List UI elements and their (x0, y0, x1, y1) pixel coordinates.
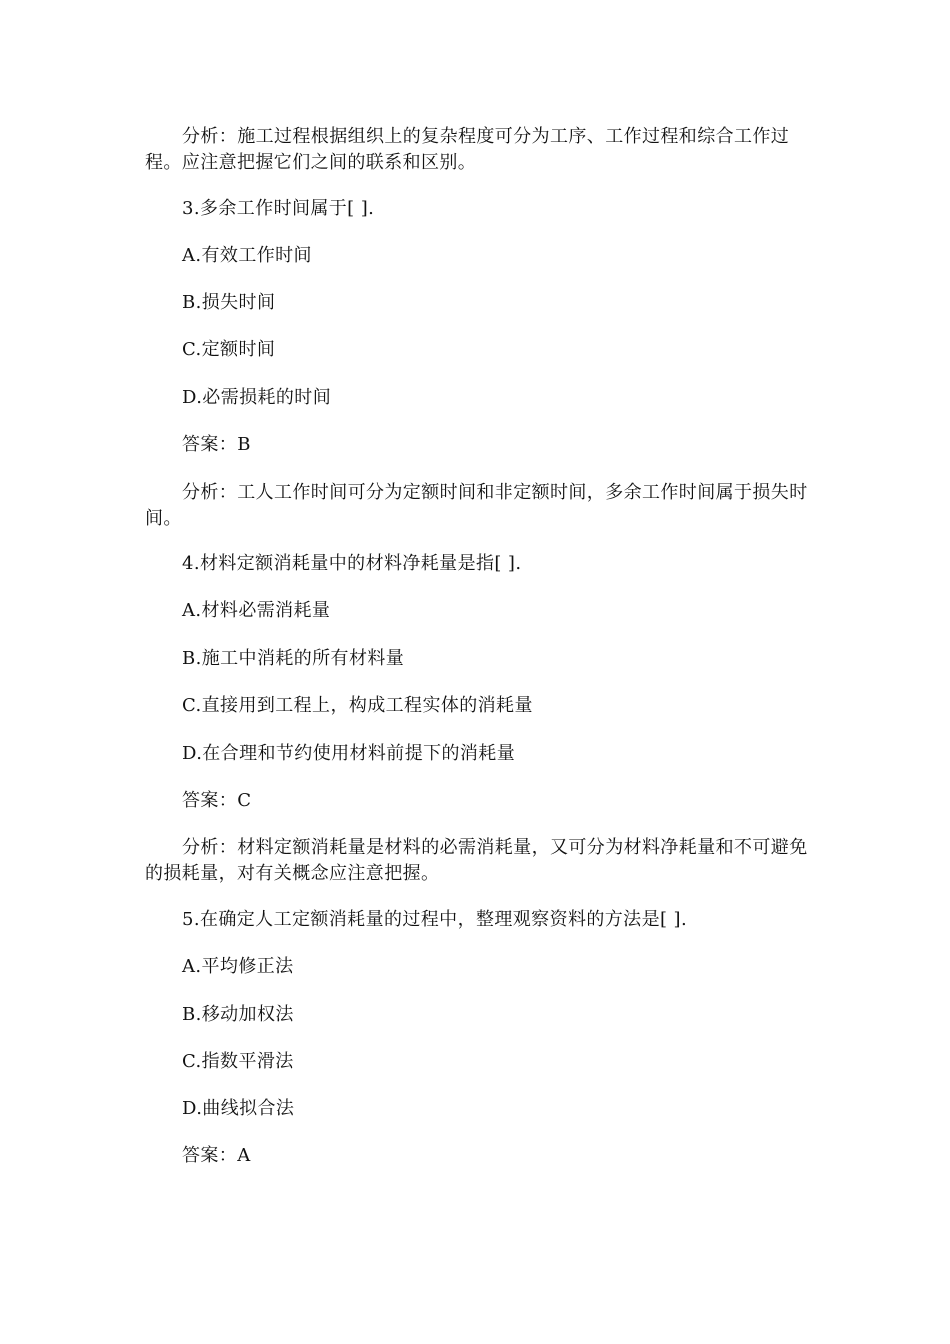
question-3-option-a: A.有效工作时间 (182, 245, 312, 266)
question-5-option-c: C.指数平滑法 (182, 1051, 294, 1072)
question-5-answer: 答案：A (182, 1145, 251, 1166)
question-3-analysis: 分析：工人工作时间可分为定额时间和非定额时间，多余工作时间属于损失时间。 (145, 482, 808, 529)
question-3-option-c: C.定额时间 (182, 339, 276, 360)
question-5: 5.在确定人工定额消耗量的过程中，整理观察资料的方法是[ ]. (182, 909, 688, 930)
question-3-answer: 答案：B (182, 434, 251, 455)
question-4-answer: 答案：C (182, 790, 252, 811)
question-3-option-b: B.损失时间 (182, 292, 276, 313)
question-5-option-b: B.移动加权法 (182, 1004, 294, 1025)
question-4-option-b: B.施工中消耗的所有材料量 (182, 648, 405, 669)
question-4-option-a: A.材料必需消耗量 (182, 600, 331, 621)
question-3-option-d: D.必需损耗的时间 (182, 387, 332, 408)
question-4: 4.材料定额消耗量中的材料净耗量是指[ ]. (182, 553, 522, 574)
question-3: 3.多余工作时间属于[ ]. (182, 198, 375, 219)
question-4-analysis: 分析：材料定额消耗量是材料的必需消耗量，又可分为材料净耗量和不可避免的损耗量，对有关概念应注意把握。 (145, 837, 808, 884)
analysis-paragraph-2: 分析：施工过程根据组织上的复杂程度可分为工序、工作过程和综合工作过程。应注意把握它们之间的联系和区别。 (145, 126, 790, 173)
question-5-option-d: D.曲线拟合法 (182, 1098, 295, 1119)
question-4-option-c: C.直接用到工程上，构成工程实体的消耗量 (182, 695, 533, 716)
question-5-option-a: A.平均修正法 (182, 956, 294, 977)
question-4-option-d: D.在合理和节约使用材料前提下的消耗量 (182, 743, 516, 764)
